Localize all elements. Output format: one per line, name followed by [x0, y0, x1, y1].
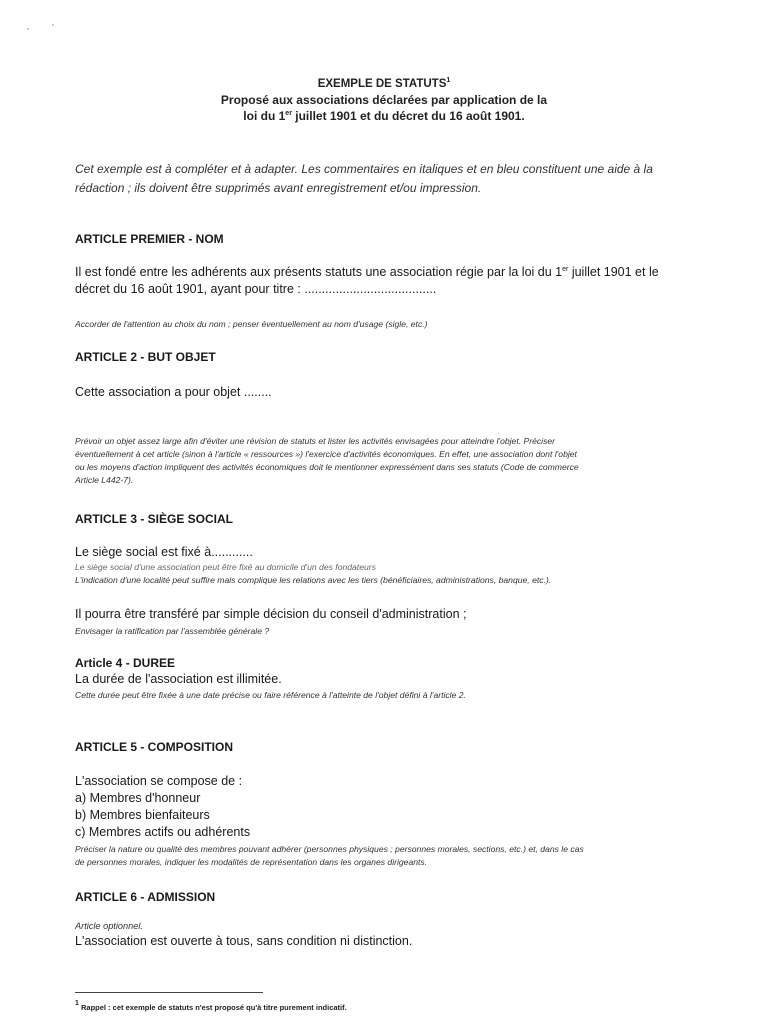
subtitle-sup: er	[285, 110, 292, 117]
article-2-note-line-1: Prévoir un objet assez large afin d'éviter une révision de statuts et lister les activités envisagées pour atteindre l'objet. Préciser	[75, 436, 556, 446]
document-header	[0, 76, 768, 124]
article-2-body: Cette association a pour objet ........	[75, 385, 272, 399]
article-1-text-a: Il est fondé entre les adhérents aux présents statuts une association régie par la loi du 1	[75, 265, 563, 279]
article-3-body-1: Le siège social est fixé à............	[75, 545, 253, 559]
subtitle-text-a: loi du 1	[243, 109, 286, 123]
footnote-number: 1	[75, 1000, 79, 1007]
article-1-note: Accorder de l'attention au choix du nom ; penser éventuellement au nom d'usage (sigle, etc.)	[75, 319, 428, 329]
intro-line-2: rédaction ; ils doivent être supprimés avant enregistrement et/ou impression.	[75, 181, 482, 195]
document-title	[0, 76, 768, 92]
footnote-text: Rappel : cet exemple de statuts n'est proposé qu'à titre purement indicatif.	[78, 1003, 347, 1012]
title-text: EXEMPLE DE STATUTS	[317, 78, 447, 90]
subtitle-text-b: juillet 1901 et du décret du 16 août 1901.	[291, 109, 525, 123]
article-5-heading: ARTICLE 5 - COMPOSITION	[75, 740, 234, 754]
list-item: b) Membres bienfaiteurs	[75, 808, 210, 822]
intro-line-1: Cet exemple est à compléter et à adapter. Les commentaires en italiques et en bleu constituent une aide à la	[75, 162, 653, 176]
article-3-note-3: Envisager la ratification par l'assemblée générale ?	[75, 626, 270, 636]
article-3-heading: ARTICLE 3 - SIÈGE SOCIAL	[75, 512, 234, 526]
scan-speck	[27, 28, 29, 30]
article-1-line-1	[75, 264, 705, 281]
subtitle-line-1: Proposé aux associations déclarées par application de la	[220, 93, 548, 107]
article-5-intro: L'association se compose de :	[75, 774, 243, 788]
scan-speck	[52, 24, 54, 26]
footnote-divider	[75, 992, 263, 993]
article-5-body	[75, 773, 705, 841]
article-2-note-line-2: éventuellement à cet article (sinon à l'article « ressources ») l'exercice d'activités économiques. En effet, une association dont l'objet	[75, 449, 577, 459]
article-5-note-line-1: Préciser la nature ou qualité des membres pouvant adhérer (personnes physiques ; personnes morales, sections, etc.) et, dans le cas	[75, 844, 584, 854]
list-item: a) Membres d'honneur	[75, 791, 201, 805]
article-2-heading: ARTICLE 2 - BUT OBJET	[75, 350, 216, 364]
subtitle-line-2	[0, 108, 768, 124]
footnote	[75, 1000, 347, 1012]
article-6-note: Article optionnel.	[75, 921, 143, 931]
article-2-note	[75, 435, 705, 487]
intro-paragraph	[75, 160, 705, 198]
article-3-note-1: Le siège social d'une association peut être fixé au domicile d'un des fondateurs	[75, 562, 376, 572]
article-1-body	[75, 264, 705, 298]
article-2-note-line-3: ou les moyens d'action impliquent des activités économiques doit le mentionner expressément dans ses statuts (Code de commerce	[75, 462, 579, 472]
article-3-body-2: Il pourra être transféré par simple décision du conseil d'administration ;	[75, 607, 467, 621]
article-1-line-2: décret du 16 août 1901, ayant pour titre : ......................................	[75, 282, 437, 296]
article-1-sup: er	[562, 266, 569, 273]
article-2-note-line-4: Article L442-7).	[75, 475, 134, 485]
article-6-body: L'association est ouverte à tous, sans condition ni distinction.	[75, 934, 413, 948]
article-6-heading: ARTICLE 6 - ADMISSION	[75, 890, 216, 904]
article-1-text-b: juillet 1901 et le	[568, 265, 659, 279]
article-5-note	[75, 843, 705, 869]
article-3-note-2: L'indication d'une localité peut suffire mais complique les relations avec les tiers (bénéficiaires, administrations, banque, etc.).	[75, 575, 552, 585]
article-5-note-line-2: de personnes morales, indiquer les modalités de représentation dans les organes dirigeants.	[75, 857, 428, 867]
article-4-heading: Article 4 - DUREE	[75, 656, 176, 670]
article-1-heading: ARTICLE PREMIER - NOM	[75, 232, 224, 246]
article-4-body: La durée de l'association est illimitée.	[75, 672, 282, 686]
title-footnote-ref: 1	[446, 77, 451, 84]
list-item: c) Membres actifs ou adhérents	[75, 825, 251, 839]
article-4-note: Cette durée peut être fixée à une date précise ou faire référence à l'atteinte de l'objet défini à l'article 2.	[75, 690, 466, 700]
